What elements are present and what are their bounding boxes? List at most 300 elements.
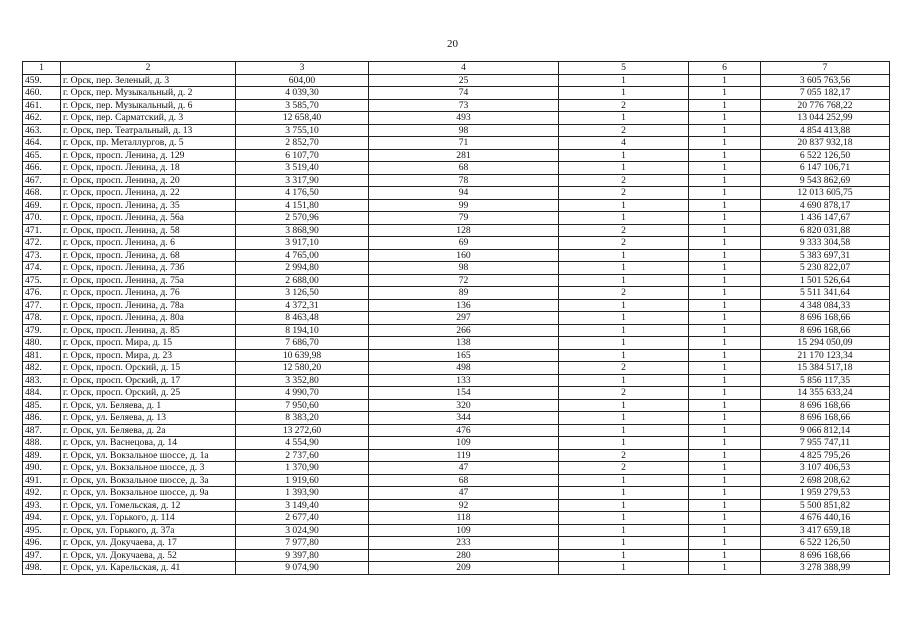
- row-number-cell: 482.: [23, 362, 61, 375]
- residents-cell: 79: [369, 212, 559, 225]
- table-row: [23, 337, 890, 350]
- column-6-cell: 1: [689, 212, 761, 225]
- table-row: [23, 399, 890, 412]
- column-5-cell: 1: [559, 437, 689, 450]
- column-5-cell: 2: [559, 174, 689, 187]
- residents-cell: 78: [369, 174, 559, 187]
- address-cell: г. Орск, просп. Ленина, д. 80а: [61, 312, 236, 325]
- area-cell: 3 585,70: [236, 99, 369, 112]
- table-row: [23, 274, 890, 287]
- row-number-cell: 489.: [23, 449, 61, 462]
- address-cell: г. Орск, ул. Вокзальное шоссе, д. 9а: [61, 487, 236, 500]
- row-number-cell: 471.: [23, 224, 61, 237]
- residents-cell: 233: [369, 537, 559, 550]
- address-cell: г. Орск, просп. Орский, д. 25: [61, 387, 236, 400]
- residents-cell: 138: [369, 337, 559, 350]
- area-cell: 3 755,10: [236, 124, 369, 137]
- row-number-cell: 478.: [23, 312, 61, 325]
- column-5-cell: 1: [559, 537, 689, 550]
- address-cell: г. Орск, пер. Музыкальный, д. 2: [61, 87, 236, 100]
- column-6-cell: 1: [689, 487, 761, 500]
- table-row: [23, 387, 890, 400]
- address-cell: г. Орск, просп. Мира, д. 23: [61, 349, 236, 362]
- row-number-cell: 479.: [23, 324, 61, 337]
- residents-cell: 119: [369, 449, 559, 462]
- column-5-cell: 2: [559, 462, 689, 475]
- area-cell: 4 554,90: [236, 437, 369, 450]
- column-5-cell: 2: [559, 287, 689, 300]
- cost-cell: 4 690 878,17: [761, 199, 890, 212]
- table-row: [23, 487, 890, 500]
- table-row: [23, 449, 890, 462]
- row-number-cell: 495.: [23, 524, 61, 537]
- area-cell: 4 151,80: [236, 199, 369, 212]
- column-5-cell: 1: [559, 499, 689, 512]
- row-number-cell: 474.: [23, 262, 61, 275]
- row-number-cell: 463.: [23, 124, 61, 137]
- residents-cell: 118: [369, 512, 559, 525]
- row-number-cell: 497.: [23, 549, 61, 562]
- page-number: 20: [447, 38, 458, 50]
- header-cell: 5: [559, 62, 689, 75]
- row-number-cell: 480.: [23, 337, 61, 350]
- column-5-cell: 1: [559, 424, 689, 437]
- cost-cell: 6 522 126,50: [761, 149, 890, 162]
- cost-cell: 7 955 747,11: [761, 437, 890, 450]
- row-number-cell: 496.: [23, 537, 61, 550]
- column-6-cell: 1: [689, 324, 761, 337]
- address-cell: г. Орск, просп. Ленина, д. 73б: [61, 262, 236, 275]
- cost-cell: 8 696 168,66: [761, 412, 890, 425]
- area-cell: 4 039,30: [236, 87, 369, 100]
- residents-cell: 320: [369, 399, 559, 412]
- table-row: [23, 324, 890, 337]
- header-row: [23, 62, 890, 75]
- table-row: [23, 474, 890, 487]
- residents-cell: 128: [369, 224, 559, 237]
- column-6-cell: 1: [689, 549, 761, 562]
- header-cell: 2: [61, 62, 236, 75]
- column-5-cell: 1: [559, 337, 689, 350]
- cost-cell: 9 333 304,58: [761, 237, 890, 250]
- cost-cell: 20 776 768,22: [761, 99, 890, 112]
- cost-cell: 13 044 252,99: [761, 112, 890, 125]
- area-cell: 4 765,00: [236, 249, 369, 262]
- column-5-cell: 1: [559, 512, 689, 525]
- row-number-cell: 470.: [23, 212, 61, 225]
- residents-cell: 266: [369, 324, 559, 337]
- row-number-cell: 467.: [23, 174, 61, 187]
- residents-cell: 344: [369, 412, 559, 425]
- table-row: [23, 362, 890, 375]
- column-5-cell: 2: [559, 124, 689, 137]
- row-number-cell: 491.: [23, 474, 61, 487]
- column-6-cell: 1: [689, 412, 761, 425]
- table-row: [23, 512, 890, 525]
- column-5-cell: 1: [559, 249, 689, 262]
- column-6-cell: 1: [689, 337, 761, 350]
- address-cell: г. Орск, ул. Докучаева, д. 52: [61, 549, 236, 562]
- cost-cell: 4 676 440,16: [761, 512, 890, 525]
- area-cell: 3 519,40: [236, 162, 369, 175]
- column-5-cell: 1: [559, 487, 689, 500]
- area-cell: 9 074,90: [236, 562, 369, 575]
- address-cell: г. Орск, просп. Ленина, д. 75а: [61, 274, 236, 287]
- column-5-cell: 1: [559, 474, 689, 487]
- cost-cell: 5 500 851,82: [761, 499, 890, 512]
- area-cell: 1 919,60: [236, 474, 369, 487]
- column-5-cell: 1: [559, 149, 689, 162]
- table-row: [23, 312, 890, 325]
- row-number-cell: 498.: [23, 562, 61, 575]
- column-6-cell: 1: [689, 349, 761, 362]
- column-5-cell: 1: [559, 399, 689, 412]
- address-cell: г. Орск, просп. Ленина, д. 6: [61, 237, 236, 250]
- row-number-cell: 484.: [23, 387, 61, 400]
- residents-cell: 109: [369, 524, 559, 537]
- residents-cell: 74: [369, 87, 559, 100]
- table-row: [23, 199, 890, 212]
- table-row: [23, 537, 890, 550]
- residents-cell: 493: [369, 112, 559, 125]
- residents-cell: 72: [369, 274, 559, 287]
- area-cell: 8 383,20: [236, 412, 369, 425]
- cost-cell: 14 355 633,24: [761, 387, 890, 400]
- residents-cell: 498: [369, 362, 559, 375]
- area-cell: 4 372,31: [236, 299, 369, 312]
- header-cell: 4: [369, 62, 559, 75]
- residents-cell: 71: [369, 137, 559, 150]
- cost-cell: 5 856 117,35: [761, 374, 890, 387]
- column-6-cell: 1: [689, 387, 761, 400]
- address-cell: г. Орск, просп. Орский, д. 17: [61, 374, 236, 387]
- row-number-cell: 469.: [23, 199, 61, 212]
- column-6-cell: 1: [689, 449, 761, 462]
- address-cell: г. Орск, ул. Гомельская, д. 12: [61, 499, 236, 512]
- cost-cell: 6 522 126,50: [761, 537, 890, 550]
- row-number-cell: 475.: [23, 274, 61, 287]
- area-cell: 4 176,50: [236, 187, 369, 200]
- residents-cell: 133: [369, 374, 559, 387]
- column-6-cell: 1: [689, 274, 761, 287]
- row-number-cell: 464.: [23, 137, 61, 150]
- residents-cell: 25: [369, 74, 559, 87]
- residents-cell: 165: [369, 349, 559, 362]
- column-6-cell: 1: [689, 187, 761, 200]
- table-body: [23, 74, 890, 574]
- header-cell: 7: [761, 62, 890, 75]
- column-6-cell: 1: [689, 524, 761, 537]
- column-5-cell: 2: [559, 187, 689, 200]
- cost-cell: 8 696 168,66: [761, 399, 890, 412]
- area-cell: 8 463,48: [236, 312, 369, 325]
- residents-cell: 47: [369, 462, 559, 475]
- address-cell: г. Орск, пр. Металлургов, д. 5: [61, 137, 236, 150]
- table-row: [23, 162, 890, 175]
- address-cell: г. Орск, просп. Ленина, д. 56а: [61, 212, 236, 225]
- cost-cell: 5 230 822,07: [761, 262, 890, 275]
- row-number-cell: 477.: [23, 299, 61, 312]
- row-number-cell: 488.: [23, 437, 61, 450]
- area-cell: 2 688,00: [236, 274, 369, 287]
- column-5-cell: 1: [559, 199, 689, 212]
- row-number-cell: 472.: [23, 237, 61, 250]
- table-row: [23, 424, 890, 437]
- residents-cell: 297: [369, 312, 559, 325]
- address-cell: г. Орск, ул. Беляева, д. 1: [61, 399, 236, 412]
- column-6-cell: 1: [689, 299, 761, 312]
- table-row: [23, 412, 890, 425]
- row-number-cell: 476.: [23, 287, 61, 300]
- header-cell: 3: [236, 62, 369, 75]
- row-number-cell: 487.: [23, 424, 61, 437]
- address-cell: г. Орск, ул. Вокзальное шоссе, д. 3: [61, 462, 236, 475]
- area-cell: 4 990,70: [236, 387, 369, 400]
- column-6-cell: 1: [689, 499, 761, 512]
- column-6-cell: 1: [689, 249, 761, 262]
- area-cell: 2 737,60: [236, 449, 369, 462]
- address-cell: г. Орск, ул. Горького, д. 114: [61, 512, 236, 525]
- cost-cell: 15 384 517,18: [761, 362, 890, 375]
- column-5-cell: 1: [559, 549, 689, 562]
- column-5-cell: 2: [559, 362, 689, 375]
- address-cell: г. Орск, ул. Вокзальное шоссе, д. 1а: [61, 449, 236, 462]
- row-number-cell: 462.: [23, 112, 61, 125]
- cost-cell: 1 436 147,67: [761, 212, 890, 225]
- cost-cell: 3 605 763,56: [761, 74, 890, 87]
- address-cell: г. Орск, просп. Орский, д. 15: [61, 362, 236, 375]
- column-6-cell: 1: [689, 474, 761, 487]
- column-5-cell: 2: [559, 449, 689, 462]
- column-6-cell: 1: [689, 537, 761, 550]
- column-6-cell: 1: [689, 87, 761, 100]
- header-cell: 6: [689, 62, 761, 75]
- residents-cell: 94: [369, 187, 559, 200]
- table-row: [23, 212, 890, 225]
- residents-cell: 109: [369, 437, 559, 450]
- column-5-cell: 1: [559, 562, 689, 575]
- row-number-cell: 485.: [23, 399, 61, 412]
- table-row: [23, 74, 890, 87]
- address-cell: г. Орск, пер. Театральный, д. 13: [61, 124, 236, 137]
- column-5-cell: 1: [559, 74, 689, 87]
- column-6-cell: 1: [689, 237, 761, 250]
- cost-cell: 20 837 932,18: [761, 137, 890, 150]
- table-row: [23, 187, 890, 200]
- column-6-cell: 1: [689, 512, 761, 525]
- column-6-cell: 1: [689, 174, 761, 187]
- cost-cell: 6 820 031,88: [761, 224, 890, 237]
- area-cell: 12 580,20: [236, 362, 369, 375]
- table-row: [23, 299, 890, 312]
- column-6-cell: 1: [689, 162, 761, 175]
- table-row: [23, 524, 890, 537]
- area-cell: 2 570,96: [236, 212, 369, 225]
- area-cell: 1 393,90: [236, 487, 369, 500]
- address-cell: г. Орск, просп. Ленина, д. 78а: [61, 299, 236, 312]
- row-number-cell: 493.: [23, 499, 61, 512]
- column-6-cell: 1: [689, 137, 761, 150]
- column-6-cell: 1: [689, 224, 761, 237]
- table-row: [23, 124, 890, 137]
- residents-cell: 69: [369, 237, 559, 250]
- address-cell: г. Орск, просп. Ленина, д. 85: [61, 324, 236, 337]
- column-5-cell: 1: [559, 299, 689, 312]
- column-6-cell: 1: [689, 399, 761, 412]
- cost-cell: 6 147 106,71: [761, 162, 890, 175]
- row-number-cell: 494.: [23, 512, 61, 525]
- header-cell: 1: [23, 62, 61, 75]
- cost-cell: 4 348 084,33: [761, 299, 890, 312]
- address-cell: г. Орск, просп. Ленина, д. 22: [61, 187, 236, 200]
- table-row: [23, 149, 890, 162]
- address-cell: г. Орск, пер. Музыкальный, д. 6: [61, 99, 236, 112]
- residents-cell: 73: [369, 99, 559, 112]
- row-number-cell: 459.: [23, 74, 61, 87]
- cost-cell: 9 066 812,14: [761, 424, 890, 437]
- cost-cell: 8 696 168,66: [761, 312, 890, 325]
- column-6-cell: 1: [689, 437, 761, 450]
- cost-cell: 4 825 795,26: [761, 449, 890, 462]
- table-row: [23, 437, 890, 450]
- address-cell: г. Орск, ул. Карельская, д. 41: [61, 562, 236, 575]
- address-cell: г. Орск, просп. Ленина, д. 35: [61, 199, 236, 212]
- column-6-cell: 1: [689, 462, 761, 475]
- table-row: [23, 174, 890, 187]
- area-cell: 2 677,40: [236, 512, 369, 525]
- column-5-cell: 2: [559, 224, 689, 237]
- area-cell: 7 686,70: [236, 337, 369, 350]
- residents-cell: 89: [369, 287, 559, 300]
- area-cell: 6 107,70: [236, 149, 369, 162]
- area-cell: 3 868,90: [236, 224, 369, 237]
- address-cell: г. Орск, пер. Зеленый, д. 3: [61, 74, 236, 87]
- column-5-cell: 1: [559, 324, 689, 337]
- column-5-cell: 1: [559, 412, 689, 425]
- address-cell: г. Орск, просп. Ленина, д. 129: [61, 149, 236, 162]
- residents-cell: 68: [369, 474, 559, 487]
- address-cell: г. Орск, просп. Ленина, д. 20: [61, 174, 236, 187]
- area-cell: 604,00: [236, 74, 369, 87]
- column-6-cell: 1: [689, 199, 761, 212]
- row-number-cell: 473.: [23, 249, 61, 262]
- area-cell: 12 658,40: [236, 112, 369, 125]
- column-5-cell: 1: [559, 262, 689, 275]
- column-6-cell: 1: [689, 74, 761, 87]
- residents-cell: 98: [369, 262, 559, 275]
- residents-cell: 209: [369, 562, 559, 575]
- row-number-cell: 492.: [23, 487, 61, 500]
- column-5-cell: 2: [559, 237, 689, 250]
- address-cell: г. Орск, просп. Ленина, д. 76: [61, 287, 236, 300]
- row-number-cell: 461.: [23, 99, 61, 112]
- area-cell: 3 317,90: [236, 174, 369, 187]
- table-row: [23, 99, 890, 112]
- area-cell: 2 994,80: [236, 262, 369, 275]
- table-row: [23, 499, 890, 512]
- residents-cell: 160: [369, 249, 559, 262]
- area-cell: 10 639,98: [236, 349, 369, 362]
- area-cell: 3 917,10: [236, 237, 369, 250]
- residents-cell: 154: [369, 387, 559, 400]
- residents-cell: 99: [369, 199, 559, 212]
- cost-cell: 5 511 341,64: [761, 287, 890, 300]
- housing-register-table: [22, 61, 890, 575]
- row-number-cell: 490.: [23, 462, 61, 475]
- address-cell: г. Орск, просп. Мира, д. 15: [61, 337, 236, 350]
- table-row: [23, 87, 890, 100]
- table-row: [23, 112, 890, 125]
- cost-cell: 3 107 406,53: [761, 462, 890, 475]
- row-number-cell: 465.: [23, 149, 61, 162]
- table-row: [23, 562, 890, 575]
- address-cell: г. Орск, ул. Беляева, д. 13: [61, 412, 236, 425]
- address-cell: г. Орск, ул. Горького, д. 37а: [61, 524, 236, 537]
- column-6-cell: 1: [689, 99, 761, 112]
- column-5-cell: 1: [559, 349, 689, 362]
- table-row: [23, 374, 890, 387]
- residents-cell: 68: [369, 162, 559, 175]
- column-5-cell: 1: [559, 524, 689, 537]
- column-6-cell: 1: [689, 149, 761, 162]
- row-number-cell: 486.: [23, 412, 61, 425]
- residents-cell: 476: [369, 424, 559, 437]
- column-5-cell: 1: [559, 274, 689, 287]
- column-5-cell: 1: [559, 87, 689, 100]
- address-cell: г. Орск, ул. Васнецова, д. 14: [61, 437, 236, 450]
- row-number-cell: 466.: [23, 162, 61, 175]
- column-6-cell: 1: [689, 287, 761, 300]
- table-row: [23, 237, 890, 250]
- address-cell: г. Орск, просп. Ленина, д. 68: [61, 249, 236, 262]
- cost-cell: 15 294 050,09: [761, 337, 890, 350]
- cost-cell: 12 013 605,75: [761, 187, 890, 200]
- area-cell: 13 272,60: [236, 424, 369, 437]
- residents-cell: 92: [369, 499, 559, 512]
- area-cell: 8 194,10: [236, 324, 369, 337]
- column-6-cell: 1: [689, 312, 761, 325]
- cost-cell: 1 959 279,53: [761, 487, 890, 500]
- row-number-cell: 481.: [23, 349, 61, 362]
- table-row: [23, 287, 890, 300]
- address-cell: г. Орск, ул. Вокзальное шоссе, д. 3а: [61, 474, 236, 487]
- column-5-cell: 2: [559, 387, 689, 400]
- cost-cell: 9 543 862,69: [761, 174, 890, 187]
- column-5-cell: 1: [559, 112, 689, 125]
- table-row: [23, 549, 890, 562]
- column-5-cell: 1: [559, 374, 689, 387]
- residents-cell: 281: [369, 149, 559, 162]
- table-row: [23, 262, 890, 275]
- row-number-cell: 483.: [23, 374, 61, 387]
- address-cell: г. Орск, ул. Беляева, д. 2а: [61, 424, 236, 437]
- area-cell: 2 852,70: [236, 137, 369, 150]
- residents-cell: 280: [369, 549, 559, 562]
- area-cell: 3 352,80: [236, 374, 369, 387]
- column-5-cell: 2: [559, 99, 689, 112]
- address-cell: г. Орск, ул. Докучаева, д. 17: [61, 537, 236, 550]
- address-cell: г. Орск, пер. Сарматский, д. 3: [61, 112, 236, 125]
- cost-cell: 8 696 168,66: [761, 549, 890, 562]
- cost-cell: 1 501 526,64: [761, 274, 890, 287]
- column-6-cell: 1: [689, 124, 761, 137]
- residents-cell: 47: [369, 487, 559, 500]
- column-6-cell: 1: [689, 424, 761, 437]
- column-5-cell: 4: [559, 137, 689, 150]
- area-cell: 3 149,40: [236, 499, 369, 512]
- cost-cell: 5 383 697,31: [761, 249, 890, 262]
- cost-cell: 2 698 208,62: [761, 474, 890, 487]
